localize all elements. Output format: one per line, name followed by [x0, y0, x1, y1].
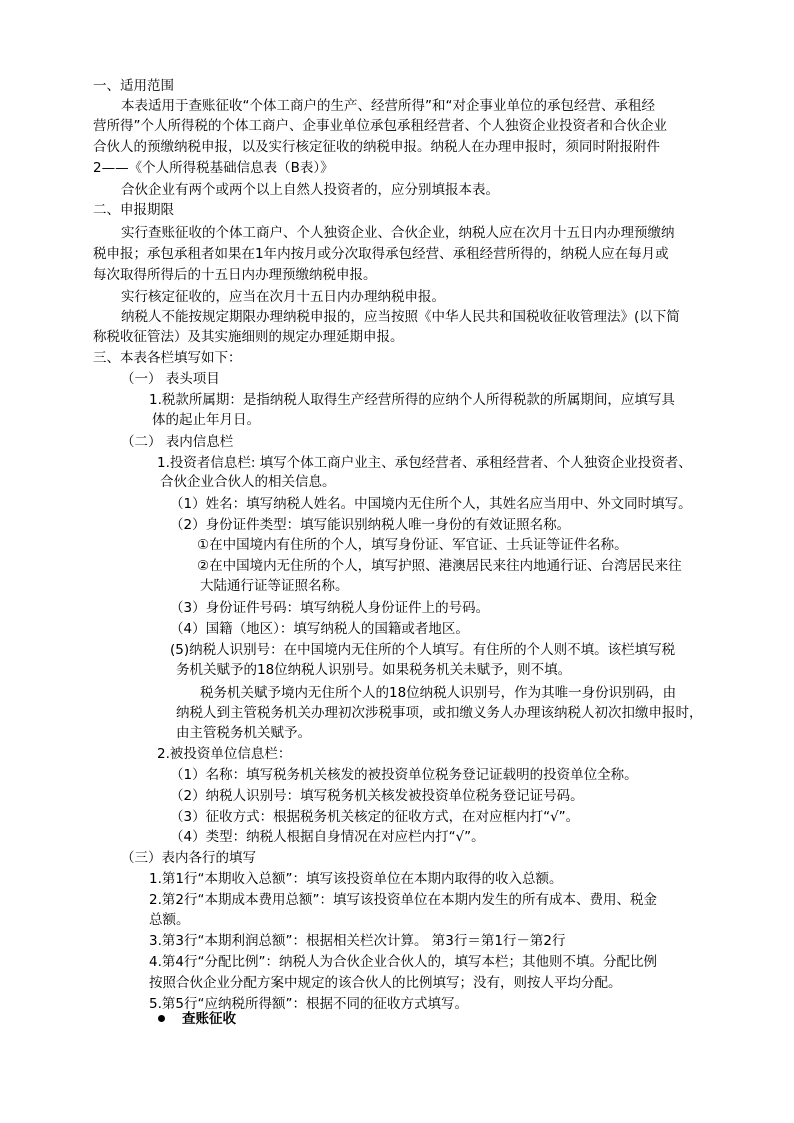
subsection-heading-header: （一） 表头项目 [121, 371, 220, 387]
paragraph-line: 纳税人不能按规定期限办理纳税申报的，应当按照《中华人民共和国税收征收管理法》(以下简 [121, 309, 680, 325]
list-item-line: 税务机关赋予境内无住所个人的18位纳税人识别号，作为其唯一身份识别码，由 [200, 685, 677, 701]
list-item-line: （3）身份证件号码：填写纳税人身份证件上的号码。 [170, 600, 490, 616]
paragraph-line: 实行查账征收的个体工商户、个人独资企业、合伙企业，纳税人应在次月十五日内办理预缴纳 [121, 225, 675, 241]
paragraph-line: 每次取得所得后的十五日内办理预缴纳税申报。 [93, 267, 377, 283]
list-item-line: 1.税款所属期：是指纳税人取得生产经营所得的应纳个人所得税款的所属期间，应填写具 [149, 392, 675, 408]
list-item-line: 按照合伙企业分配方案中规定的该合伙人的比例填写；没有，则按人平均分配。 [149, 975, 622, 991]
list-item-line: 3.第3行“本期利润总额”：根据相关栏次计算。 第3行＝第1行－第2行 [149, 933, 566, 949]
list-item-line: ①在中国境内有住所的个人，填写身份证、军官证、士兵证等证件名称。 [197, 537, 628, 553]
list-item-line: （1）名称：填写税务机关核发的被投资单位税务登记证载明的投资单位全称。 [170, 767, 638, 783]
bullet-icon [158, 1015, 165, 1022]
list-item-line: （4）国籍（地区）：填写纳税人的国籍或者地区。 [170, 621, 469, 637]
list-item-line: 1.投资者信息栏: 填写个体工商户业主、承包经营者、承租经营者、个人独资企业投资者、 [157, 455, 692, 471]
list-item-line: 2.被投资单位信息栏： [157, 746, 292, 762]
list-item-line: （3）征收方式：根据税务机关核定的征收方式，在对应框内打“√”。 [170, 809, 580, 825]
list-item-line: 体的起止年月日。 [152, 412, 260, 428]
paragraph-line: 合伙企业有两个或两个以上自然人投资者的，应分别填报本表。 [121, 182, 499, 198]
paragraph-line: 实行核定征收的，应当在次月十五日内办理纳税申报。 [121, 289, 445, 305]
subsection-heading-rows: （三）表内各行的填写 [121, 850, 256, 866]
list-item-line: 大陆通行证等证照名称。 [200, 578, 349, 594]
paragraph-line: 本表适用于查账征收“个体工商户的生产、经营所得”和“对企事业单位的承包经营、承租经 [121, 98, 655, 114]
bullet-heading: 查账征收 [182, 1011, 236, 1027]
list-item-line: 5.第5行“应纳税所得额”：根据不同的征收方式填写。 [149, 996, 468, 1012]
subsection-heading-info: （二） 表内信息栏 [121, 434, 234, 450]
list-item-line: 1.第1行“本期收入总额”：填写该投资单位在本期内取得的收入总额。 [149, 871, 563, 887]
list-item-line: ②在中国境内无住所的个人，填写护照、港澳居民来往内地通行证、台湾居民来往 [197, 558, 682, 574]
section-heading-fields: 三、本表各栏填写如下： [93, 350, 242, 366]
list-item-line: 2.第2行“本期成本费用总额”：填写该投资单位在本期内发生的所有成本、费用、税金 [149, 892, 657, 908]
list-item-line: （4）类型：纳税人根据自身情况在对应栏内打“√”。 [170, 829, 485, 845]
paragraph-line: 合伙人的预缴纳税申报，以及实行核定征收的纳税申报。纳税人在办理申报时，须同时附报附件 [93, 139, 660, 155]
list-item-line: 4.第4行“分配比例”：纳税人为合伙企业合伙人的，填写本栏；其他则不填。分配比例 [149, 954, 657, 970]
list-item-line: 务机关赋予的18位纳税人识别号。如果税务机关未赋予，则不填。 [176, 662, 572, 678]
list-item-line: （2）身份证件类型：填写能识别纳税人唯一身份的有效证照名称。 [170, 517, 571, 533]
list-item-line: 合伙企业合伙人的相关信息。 [160, 474, 336, 490]
paragraph-line: 称税收征管法）及其实施细则的规定办理延期申报。 [93, 329, 404, 345]
section-heading-deadline: 二、申报期限 [93, 202, 174, 218]
list-item-line: （1）姓名：填写纳税人姓名。中国境内无住所个人，其姓名应当用中、外文同时填写。 [170, 496, 692, 512]
list-item-line: （2）纳税人识别号：填写税务机关核发被投资单位税务登记证号码。 [170, 788, 584, 804]
list-item-line: 纳税人到主管税务机关办理初次涉税事项，或扣缴义务人办理该纳税人初次扣缴申报时， [176, 705, 703, 721]
list-item-line: 由主管税务机关赋予。 [176, 725, 311, 741]
section-heading-scope: 一、适用范围 [93, 78, 174, 94]
paragraph-line: 税申报；承包承租者如果在1年内按月或分次取得承包经营、承租经营所得的，纳税人应在每月或 [93, 246, 669, 262]
paragraph-line: 2——《个人所得税基础信息表（B表）》 [93, 160, 334, 176]
list-item-line: 总额。 [149, 912, 190, 928]
paragraph-line: 营所得”个人所得税的个体工商户、企事业单位承包承租经营者、个人独资企业投资者和合伙企业 [93, 118, 667, 134]
list-item-line: (5)纳税人识别号：在中国境内无住所的个人填写。有住所的个人则不填。该栏填写税 [170, 642, 676, 658]
